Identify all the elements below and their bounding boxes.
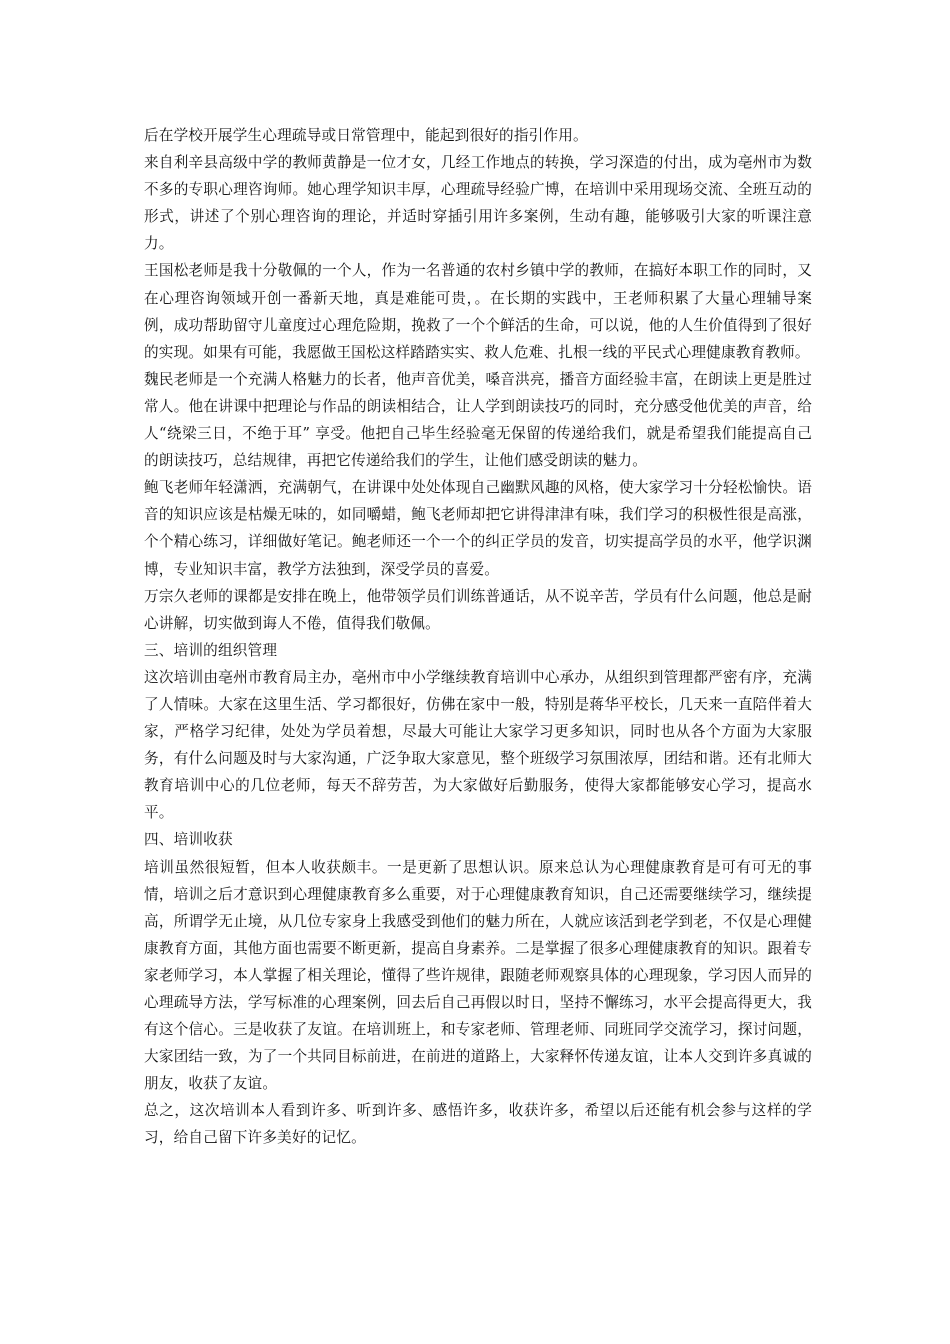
paragraph: 鲍飞老师年轻潇洒，充满朝气，在讲课中处处体现自己幽默风趣的风格，使大家学习十分轻松愉快。语音的知识应该是枯燥无味的，如同嚼蜡，鲍飞老师却把它讲得津津有味，我们学习的积极性很是高涨，个个精心练习，详细做好笔记。鲍老师还一个一个的纠正学员的发音，切实提高学员的水平，他学识渊博，专业知识丰富，教学方法独到，深受学员的喜爱。 — [144, 479, 812, 578]
paragraph: 后在学校开展学生心理疏导或日常管理中，能起到很好的指引作用。 — [144, 127, 588, 144]
paragraph: 来自利辛县高级中学的教师黄静是一位才女，几经工作地点的转换，学习深造的付出，成为亳州市为数不多的专职心理咨询师。她心理学知识丰厚，心理疏导经验广博，在培训中采用现场交流、全班互动的形式，讲述了个别心理咨询的理论，并适时穿插引用许多案例，生动有趣，能够吸引大家的听课注意力。 — [144, 154, 812, 253]
paragraph: 王国松老师是我十分敬佩的一个人，作为一名普通的农村乡镇中学的教师，在搞好本职工作的同时，又在心理咨询领域开创一番新天地，真是难能可贵，。在长期的实践中，王老师积累了大量心理辅导案例，成功帮助留守儿童度过心理危险期，挽救了一个个鲜活的生命，可以说，他的人生价值得到了很好的实现。如果有可能，我愿做王国松这样踏踏实实、救人危难、扎根一线的平民式心理健康教育教师。 — [144, 262, 812, 361]
paragraph: 魏民老师是一个充满人格魅力的长者，他声音优美，嗓音洪亮，播音方面经验丰富，在朗读上更是胜过常人。他在讲课中把理论与作品的朗读相结合，让人学到朗读技巧的同时，充分感受他优美的声音，给人“绕梁三日，不绝于耳” 享受。他把自己毕生经验毫无保留的传递给我们，就是希望我们能提高自己的朗读技巧，总结规律，再把它传递给我们的学生，让他们感受朗读的魅力。 — [144, 370, 812, 470]
paragraph: 这次培训由亳州市教育局主办，亳州市中小学继续教育培训中心承办，从组织到管理都严密有序，充满了人情味。大家在这里生活、学习都很好，仿佛在家中一般，特别是蒋华平校长，几天来一直陪伴着大家，严格学习纪律，处处为学员着想，尽最大可能让大家学习更多知识，同时也从各个方面为大家服务，有什么问题及时与大家沟通，广泛争取大家意见，整个班级学习氛围浓厚，团结和谐。还有北师大教育培训中心的几位老师，每天不辞劳苦，为大家做好后勤服务，使得大家都能够安心学习，提高水平。 — [144, 668, 812, 822]
paragraph: 万宗久老师的课都是安排在晚上，他带领学员们训练普通话，从不说辛苦，学员有什么问题，他总是耐心讲解，切实做到诲人不倦，值得我们敬佩。 — [144, 587, 812, 632]
document-body — [144, 122, 812, 1152]
paragraph: 培训虽然很短暂，但本人收获颇丰。一是更新了思想认识。原来总认为心理健康教育是可有可无的事情，培训之后才意识到心理健康教育多么重要，对于心理健康教育知识，自己还需要继续学习，继续提高，所谓学无止境，从几位专家身上我感受到他们的魅力所在，人就应该活到老学到老，不仅是心理健康教育方面，其他方面也需要不断更新，提高自身素养。二是掌握了很多心理健康教育的知识。跟着专家老师学习，本人掌握了相关理论，懂得了些许规律，跟随老师观察具体的心理现象，学习因人而异的心理疏导方法，学写标准的心理案例，回去后自己再假以时日，坚持不懈练习，水平会提高得更大，我有这个信心。三是收获了友谊。在培训班上，和专家老师、管理老师、同班同学交流学习，探讨问题，大家团结一致，为了一个共同目标前进，在前进的道路上，大家释怀传递友谊，让本人交到许多真诚的朋友，收获了友谊。 — [144, 858, 812, 1093]
section-heading: 三、培训的组织管理 — [144, 641, 278, 659]
paragraph: 总之，这次培训本人看到许多、听到许多、感悟许多，收获许多，希望以后还能有机会参与这样的学习，给自己留下许多美好的记忆。 — [144, 1102, 812, 1147]
section-heading: 四、培训收获 — [144, 831, 233, 849]
